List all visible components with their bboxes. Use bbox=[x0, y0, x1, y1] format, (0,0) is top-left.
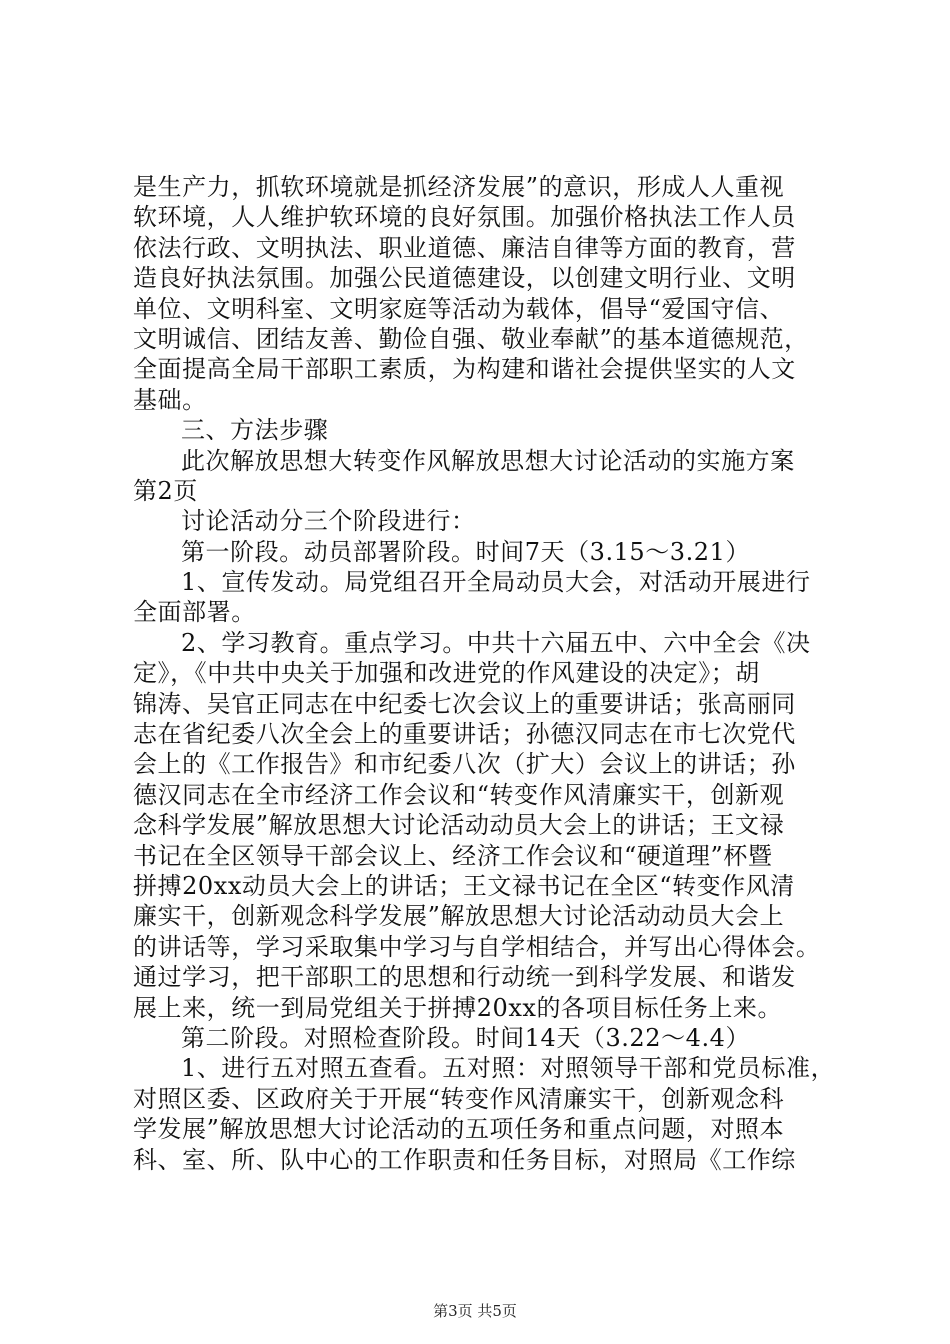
text-line: 单位、文明科室、文明家庭等活动为载体，倡导“爱国守信、 bbox=[133, 294, 785, 323]
text-line: 基础。 bbox=[133, 385, 207, 414]
text-line: 此次解放思想大转变作风解放思想大讨论活动的实施方案 bbox=[181, 446, 795, 475]
document-body bbox=[133, 172, 836, 1175]
text-line: 通过学习，把干部职工的思想和行动统一到科学发展、和谐发 bbox=[133, 963, 796, 992]
text-line: 2、学习教育。重点学习。中共十六届五中、六中全会《决 bbox=[181, 628, 811, 657]
text-line: 科、室、所、队中心的工作职责和任务目标，对照局《工作综 bbox=[133, 1145, 796, 1174]
text-line: 拼搏20xx动员大会上的讲话；王文禄书记在全区“转变作风清 bbox=[133, 871, 795, 900]
text-line: 学发展”解放思想大讨论活动的五项任务和重点问题，对照本 bbox=[133, 1115, 785, 1144]
text-line: 廉实干，创新观念科学发展”解放思想大讨论活动动员大会上 bbox=[133, 902, 785, 931]
text-line: 全面部署。 bbox=[133, 598, 256, 627]
text-line: 对照区委、区政府关于开展“转变作风清廉实干，创新观念科 bbox=[133, 1084, 785, 1113]
text-line: 文明诚信、团结友善、勤俭自强、敬业奉献”的基本道德规范， bbox=[133, 324, 809, 353]
text-line: 1、进行五对照五查看。五对照：对照领导干部和党员标准， bbox=[181, 1054, 836, 1083]
text-line: 是生产力，抓软环境就是抓经济发展”的意识，形成人人重视 bbox=[133, 173, 785, 201]
text-line: 三、方法步骤 bbox=[181, 416, 329, 445]
text-line: 讨论活动分三个阶段进行： bbox=[181, 507, 476, 536]
text-line: 定》，《中共中央关于加强和改进党的作风建设的决定》；胡 bbox=[133, 659, 760, 688]
text-line: 全面提高全局干部职工素质，为构建和谐社会提供坚实的人文 bbox=[133, 355, 796, 384]
text-line: 德汉同志在全市经济工作会议和“转变作风清廉实干，创新观 bbox=[133, 780, 785, 809]
text-line: 依法行政、文明执法、职业道德、廉洁自律等方面的教育，营 bbox=[133, 233, 796, 262]
text-line: 会上的《工作报告》和市纪委八次（扩大）会议上的讲话；孙 bbox=[133, 750, 796, 779]
page-footer: 第3页 共5页 bbox=[433, 1302, 517, 1320]
text-line: 书记在全区领导干部会议上、经济工作会议和“硬道理”杯暨 bbox=[133, 841, 773, 870]
text-line: 展上来，统一到局党组关于拼搏20xx的各项目标任务上来。 bbox=[133, 993, 783, 1022]
text-line: 志在省纪委八次全会上的重要讲话；孙德汉同志在市七次党代 bbox=[133, 720, 796, 749]
text-line: 的讲话等，学习采取集中学习与自学相结合，并写出心得体会。 bbox=[133, 932, 821, 961]
text-line: 第2页 bbox=[133, 476, 198, 505]
text-line: 第一阶段。动员部署阶段。时间7天（3.15～3.21） bbox=[181, 537, 750, 566]
text-line: 锦涛、吴官正同志在中纪委七次会议上的重要讲话；张高丽同 bbox=[133, 689, 796, 718]
text-line: 软环境，人人维护软环境的良好氛围。加强价格执法工作人员 bbox=[133, 203, 796, 232]
text-line: 第二阶段。对照检查阶段。时间14天（3.22～4.4） bbox=[181, 1023, 750, 1052]
text-line: 造良好执法氛围。加强公民道德建设，以创建文明行业、文明 bbox=[133, 264, 796, 293]
text-line: 念科学发展”解放思想大讨论活动动员大会上的讲话；王文禄 bbox=[133, 811, 785, 840]
text-line: 1、宣传发动。局党组召开全局动员大会，对活动开展进行 bbox=[181, 568, 811, 597]
